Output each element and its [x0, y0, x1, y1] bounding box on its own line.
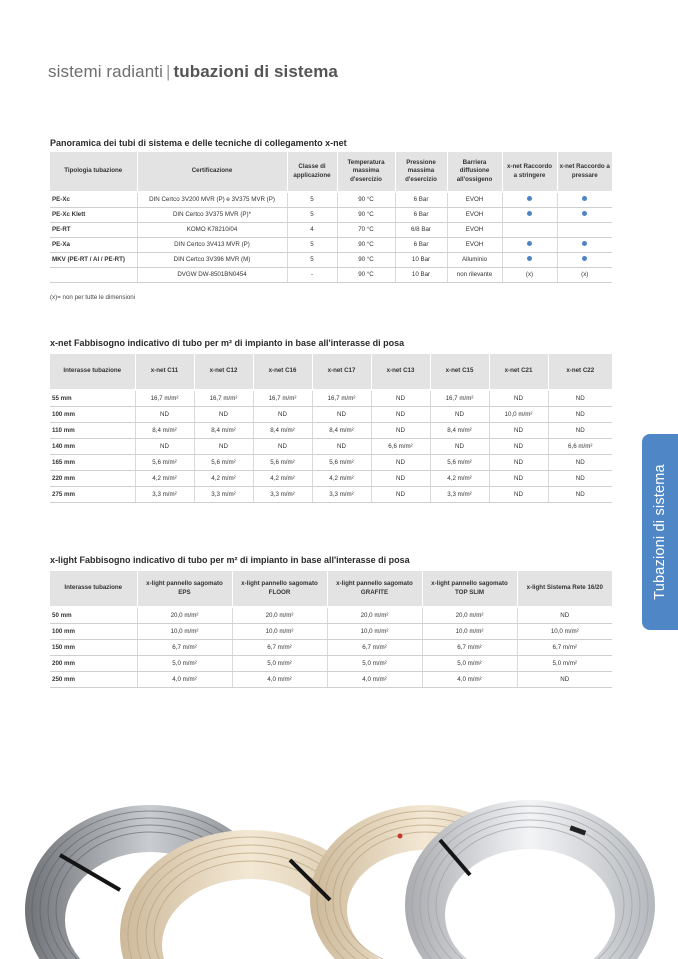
pipe-coils-photo [0, 740, 678, 959]
table1-cell-type [50, 267, 137, 282]
table1-cell-press: 6 Bar [395, 207, 447, 222]
table-row [50, 192, 612, 207]
table1-cell-stringere [502, 192, 557, 207]
header-separator: | [165, 62, 171, 81]
table1-header-cell: Certificazione [137, 152, 287, 192]
table1-cell-pressare [557, 252, 612, 267]
table3-cell: 5,0 m/m² [517, 655, 612, 671]
table3-cell: 10,0 m/m² [327, 623, 422, 639]
table2-cell: ND [371, 390, 430, 406]
table3-cell: 50 mm [50, 607, 137, 623]
table-row [50, 438, 612, 454]
table2-cell: ND [548, 422, 612, 438]
table1-cell-type: PE-Xc [50, 192, 137, 207]
table2-cell: ND [430, 406, 489, 422]
table2-cell: ND [430, 438, 489, 454]
table2-header-cell: x-net C21 [489, 354, 548, 390]
table-row [50, 655, 612, 671]
table2-header-cell: x-net C15 [430, 354, 489, 390]
table1-cell-pressare [557, 207, 612, 222]
table3-header-cell: x-light pannello sagomato FLOOR [232, 571, 327, 607]
table2-cell: ND [489, 454, 548, 470]
table2-cell: 4,2 m/m² [194, 470, 253, 486]
table3-header-cell: x-light pannello sagomato EPS [137, 571, 232, 607]
table2-cell: 165 mm [50, 454, 135, 470]
table2-cell: ND [135, 406, 194, 422]
table2-cell: 16,7 m/m² [194, 390, 253, 406]
table3-cell: 100 mm [50, 623, 137, 639]
table2-cell: 275 mm [50, 486, 135, 502]
table1-cell-press: 6 Bar [395, 237, 447, 252]
table2-title: x-net Fabbisogno indicativo di tubo per m² di impianto in base all'interasse di posa [50, 338, 405, 348]
table2-cell: ND [371, 406, 430, 422]
xlight-requirement-table [50, 571, 612, 688]
table2-cell: ND [194, 406, 253, 422]
table2-cell: 6,6 m/m² [548, 438, 612, 454]
table1-header-cell: x-net Raccordo a stringere [502, 152, 557, 192]
table2-cell: 8,4 m/m² [430, 422, 489, 438]
table-row [50, 390, 612, 406]
table2-cell: ND [548, 486, 612, 502]
table2-header-cell: x-net C13 [371, 354, 430, 390]
table1-cell-pressare: (x) [557, 267, 612, 282]
table3-cell: 5,0 m/m² [422, 655, 517, 671]
table3-cell: 6,7 m/m² [137, 639, 232, 655]
table1-cell-classe: - [287, 267, 337, 282]
table2-cell: 5,6 m/m² [253, 454, 312, 470]
table1-cell-barriera: EVOH [447, 237, 502, 252]
table1-cell-press: 6 Bar [395, 192, 447, 207]
table1-cell-classe: 5 [287, 252, 337, 267]
table-row [50, 607, 612, 623]
table1-cell-classe: 5 [287, 237, 337, 252]
table2-cell: ND [371, 454, 430, 470]
table1-cell-stringere: (x) [502, 267, 557, 282]
table2-cell: ND [548, 390, 612, 406]
table2-cell: ND [548, 406, 612, 422]
table2-cell: 4,2 m/m² [135, 470, 194, 486]
table3-cell: ND [517, 671, 612, 687]
table1-cell-stringere [502, 237, 557, 252]
table1-cell-barriera: EVOH [447, 222, 502, 237]
table2-cell: ND [489, 422, 548, 438]
table2-cell: 220 mm [50, 470, 135, 486]
table3-cell: 4,0 m/m² [232, 671, 327, 687]
table3-cell: 5,0 m/m² [327, 655, 422, 671]
xnet-requirement-table [50, 354, 612, 503]
table3-cell: 4,0 m/m² [327, 671, 422, 687]
table1-cell-barriera: EVOH [447, 207, 502, 222]
table1-cell-classe: 5 [287, 192, 337, 207]
table1-title: Panoramica dei tubi di sistema e delle tecniche di collegamento x-net [50, 138, 347, 148]
table3-cell: 20,0 m/m² [422, 607, 517, 623]
system-pipes-table [50, 152, 612, 283]
table2-cell: ND [253, 438, 312, 454]
table1-cell-stringere [502, 252, 557, 267]
table2-cell: 3,3 m/m² [135, 486, 194, 502]
table2-cell: ND [489, 390, 548, 406]
table1-cell-barriera: EVOH [447, 192, 502, 207]
table2-cell: ND [489, 486, 548, 502]
table2-cell: 140 mm [50, 438, 135, 454]
table3-cell: 20,0 m/m² [327, 607, 422, 623]
table-row [50, 237, 612, 252]
table2-cell: 10,0 m/m² [489, 406, 548, 422]
table3-cell: ND [517, 607, 612, 623]
supported-dot-icon [582, 256, 587, 261]
table3-cell: 4,0 m/m² [422, 671, 517, 687]
table1-cell-pressare [557, 222, 612, 237]
table3-cell: 4,0 m/m² [137, 671, 232, 687]
supported-dot-icon [582, 211, 587, 216]
table2-header-cell: x-net C22 [548, 354, 612, 390]
table3-cell: 5,0 m/m² [137, 655, 232, 671]
supported-dot-icon [527, 241, 532, 246]
table2-cell: ND [489, 470, 548, 486]
table1-cell-barriera: non rilevante [447, 267, 502, 282]
table2-cell: 4,2 m/m² [253, 470, 312, 486]
table1-header-cell: Classe di applicazione [287, 152, 337, 192]
table-row [50, 207, 612, 222]
table-row [50, 422, 612, 438]
table3-title: x-light Fabbisogno indicativo di tubo per m² di impianto in base all'interasse di posa [50, 555, 410, 565]
table3-cell: 10,0 m/m² [137, 623, 232, 639]
table2-cell: 3,3 m/m² [194, 486, 253, 502]
table1-cell-pressare [557, 192, 612, 207]
table3-cell: 5,0 m/m² [232, 655, 327, 671]
table1-cell-cert: DIN Certco 3V413 MVR (P) [137, 237, 287, 252]
table-row [50, 222, 612, 237]
table2-cell: ND [548, 470, 612, 486]
side-tab [642, 434, 678, 630]
table2-cell: 5,6 m/m² [430, 454, 489, 470]
table2-cell: ND [371, 470, 430, 486]
table2-cell: 5,6 m/m² [312, 454, 371, 470]
table2-header-cell: Interasse tubazione [50, 354, 135, 390]
table3-cell: 6,7 m/m² [422, 639, 517, 655]
table2-header-cell: x-net C12 [194, 354, 253, 390]
supported-dot-icon [527, 211, 532, 216]
table2-cell: 5,6 m/m² [194, 454, 253, 470]
table1-cell-cert: DIN Certco 3V375 MVR (P)* [137, 207, 287, 222]
table3-cell: 10,0 m/m² [517, 623, 612, 639]
table1-cell-cert: KOMO K78210/04 [137, 222, 287, 237]
table3-cell: 250 mm [50, 671, 137, 687]
table3-cell: 6,7 m/m² [327, 639, 422, 655]
table2-header-cell: x-net C11 [135, 354, 194, 390]
table2-cell: ND [253, 406, 312, 422]
table2-cell: 5,6 m/m² [135, 454, 194, 470]
table2-cell: 8,4 m/m² [253, 422, 312, 438]
table1-cell-press: 10 Bar [395, 252, 447, 267]
table1-cell-barriera: Alluminio [447, 252, 502, 267]
table2-cell: 8,4 m/m² [312, 422, 371, 438]
table2-cell: 8,4 m/m² [135, 422, 194, 438]
table2-cell: ND [371, 422, 430, 438]
table2-cell: ND [312, 438, 371, 454]
supported-dot-icon [527, 256, 532, 261]
table3-cell: 10,0 m/m² [422, 623, 517, 639]
table2-cell: 3,3 m/m² [312, 486, 371, 502]
table1-cell-type: PE-RT [50, 222, 137, 237]
table2-cell: 16,7 m/m² [253, 390, 312, 406]
table1-cell-classe: 4 [287, 222, 337, 237]
table-row [50, 486, 612, 502]
table-row [50, 252, 612, 267]
table1-cell-pressare [557, 237, 612, 252]
table2-cell: ND [312, 406, 371, 422]
table3-cell: 20,0 m/m² [232, 607, 327, 623]
table3-header-cell: Interasse tubazione [50, 571, 137, 607]
header-title: tubazioni di sistema [173, 62, 338, 81]
table2-cell: 6,6 m/m² [371, 438, 430, 454]
table1-cell-temp: 90 °C [337, 192, 395, 207]
table2-cell: 4,2 m/m² [430, 470, 489, 486]
table1-cell-cert: DIN Certco 3V396 MVR (M) [137, 252, 287, 267]
table1-header-cell: Tipologia tubazione [50, 152, 137, 192]
table1-cell-type: PE-Xa [50, 237, 137, 252]
table2-cell: 16,7 m/m² [430, 390, 489, 406]
table-row [50, 671, 612, 687]
table-row [50, 639, 612, 655]
page-header [48, 62, 338, 82]
table1-cell-temp: 70 °C [337, 222, 395, 237]
table2-cell: 4,2 m/m² [312, 470, 371, 486]
table2-cell: 110 mm [50, 422, 135, 438]
table-row [50, 623, 612, 639]
table1-cell-stringere [502, 207, 557, 222]
table3-cell: 200 mm [50, 655, 137, 671]
table3-cell: 6,7 m/m² [232, 639, 327, 655]
table1-cell-cert: DVGW DW-8501BN0454 [137, 267, 287, 282]
table1-cell-press: 6/8 Bar [395, 222, 447, 237]
table3-header-cell: x-light pannello sagomato GRAFITE [327, 571, 422, 607]
table-row [50, 267, 612, 282]
table1-cell-temp: 90 °C [337, 267, 395, 282]
supported-dot-icon [582, 196, 587, 201]
table3-cell: 150 mm [50, 639, 137, 655]
table1-cell-stringere [502, 222, 557, 237]
table2-cell: 8,4 m/m² [194, 422, 253, 438]
table2-cell: ND [194, 438, 253, 454]
table-row [50, 454, 612, 470]
table1-header-cell: Temperatura massima d'esercizio [337, 152, 395, 192]
table2-cell: 16,7 m/m² [135, 390, 194, 406]
table3-cell: 10,0 m/m² [232, 623, 327, 639]
table1-cell-type: PE-Xc Klett [50, 207, 137, 222]
table-row [50, 470, 612, 486]
table2-cell: 55 mm [50, 390, 135, 406]
table1-cell-temp: 90 °C [337, 237, 395, 252]
table2-cell: ND [489, 438, 548, 454]
table2-cell: 100 mm [50, 406, 135, 422]
table1-cell-temp: 90 °C [337, 252, 395, 267]
table2-header-cell: x-net C17 [312, 354, 371, 390]
table1-cell-temp: 90 °C [337, 207, 395, 222]
table2-cell: 3,3 m/m² [253, 486, 312, 502]
table1-footnote: (x)= non per tutte le dimensioni [50, 294, 136, 301]
side-tab-label: Tubazioni di sistema [652, 464, 668, 600]
table3-cell: 6,7 m/m² [517, 639, 612, 655]
supported-dot-icon [582, 241, 587, 246]
table2-cell: ND [135, 438, 194, 454]
table1-cell-classe: 5 [287, 207, 337, 222]
table1-cell-type: MKV (PE-RT / Al / PE-RT) [50, 252, 137, 267]
table1-cell-cert: DIN Certco 3V200 MVR (P) e 3V375 MVR (P) [137, 192, 287, 207]
table2-cell: 16,7 m/m² [312, 390, 371, 406]
header-section: sistemi radianti [48, 62, 163, 81]
table2-cell: 3,3 m/m² [430, 486, 489, 502]
table1-header-cell: x-net Raccordo a pressare [557, 152, 612, 192]
table3-cell: 20,0 m/m² [137, 607, 232, 623]
table1-cell-press: 10 Bar [395, 267, 447, 282]
table3-header-cell: x-light Sistema Rete 16/20 [517, 571, 612, 607]
table1-header-cell: Barriera diffusione all'ossigeno [447, 152, 502, 192]
table1-header-cell: Pressione massima d'esercizio [395, 152, 447, 192]
table-row [50, 406, 612, 422]
table3-header-cell: x-light pannello sagomato TOP SLIM [422, 571, 517, 607]
supported-dot-icon [527, 196, 532, 201]
table2-cell: ND [371, 486, 430, 502]
table2-cell: ND [548, 454, 612, 470]
table2-header-cell: x-net C16 [253, 354, 312, 390]
